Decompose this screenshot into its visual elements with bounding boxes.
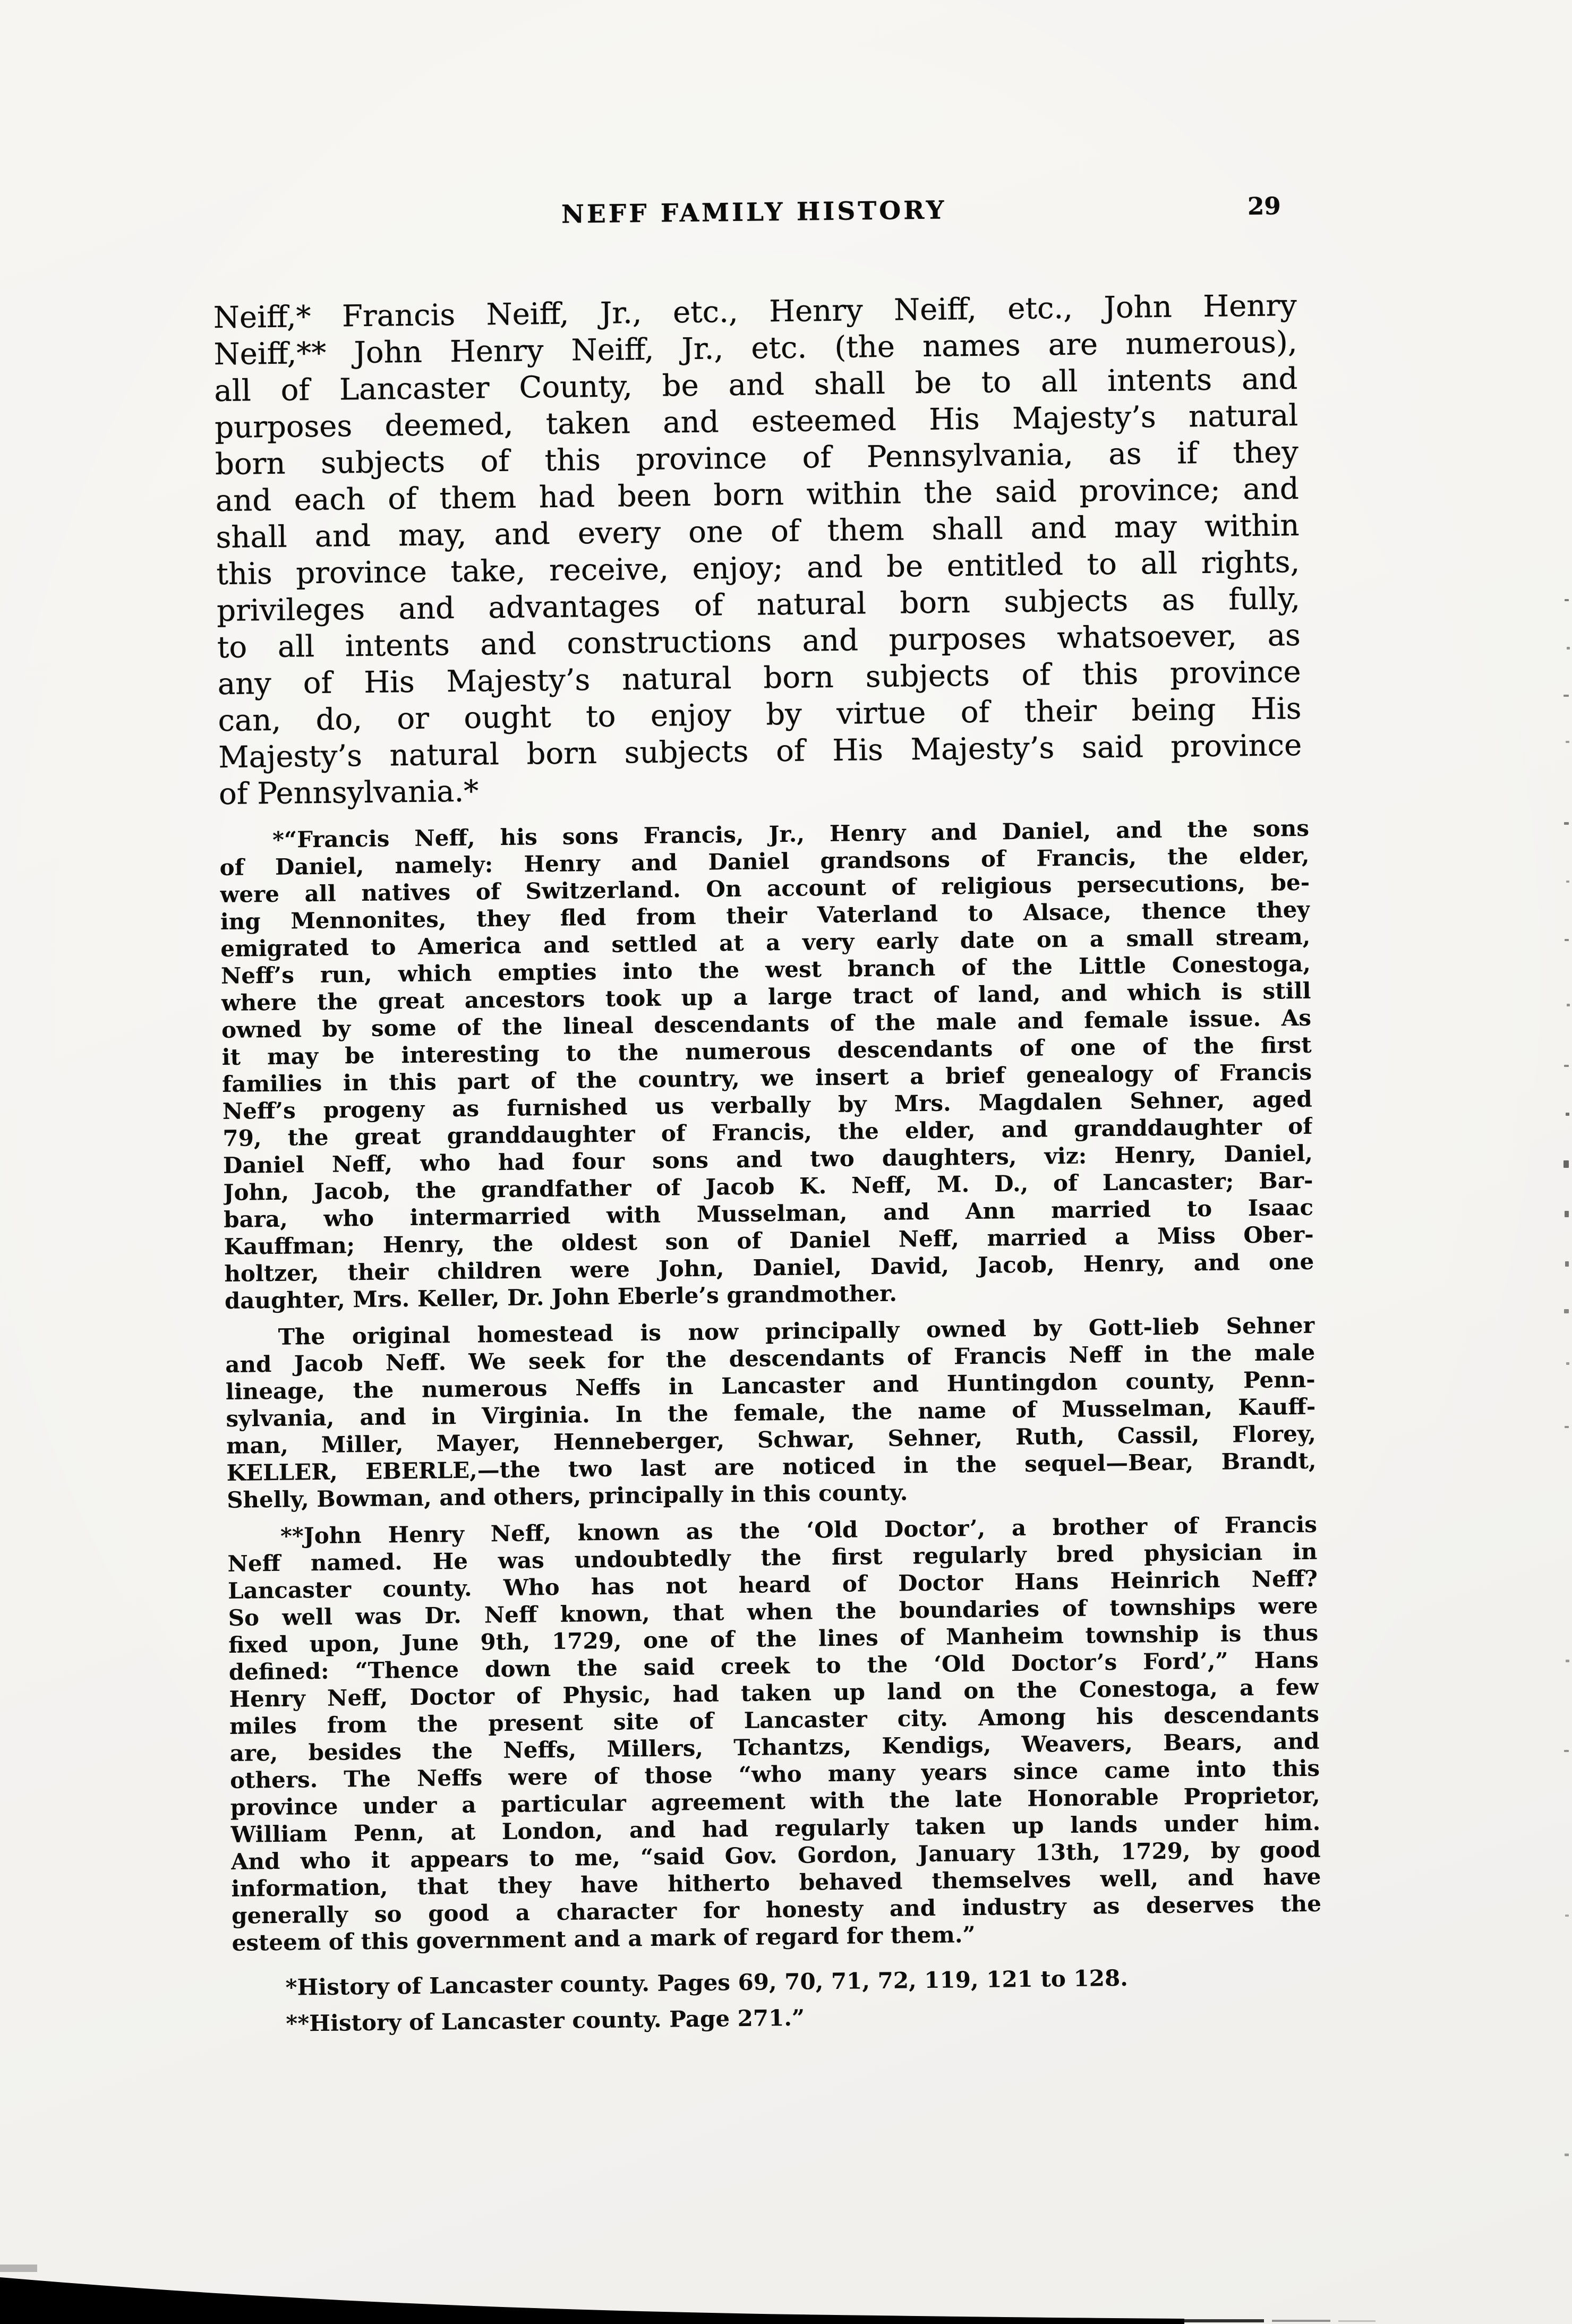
citation-line-1: *History of Lancaster county. Pages 69, 70, 71, 72, 119, 121 to 128. [285, 1964, 1129, 2001]
text-line: information, that they have hitherto behaved themselves well, and have [231, 1863, 1321, 1902]
scan-speckle [1564, 695, 1569, 697]
scan-speckle [1564, 1750, 1569, 1752]
text-line: province under a particular agreement with the late Honorable Proprietor, [230, 1782, 1320, 1821]
text-line: privileges and advantages of natural born subjects as fully, [216, 581, 1301, 629]
text-line: Neff named. He was undoubtedly the first regularly bred physician in [227, 1538, 1318, 1577]
text-line: it may be interesting to the numerous descendants of one of the first [221, 1031, 1312, 1071]
footnote-section [219, 815, 1323, 2038]
text-line: are, besides the Neffs, Millers, Tchantzs, Kendigs, Weavers, Bears, and [229, 1728, 1320, 1766]
scan-speckle [1565, 2154, 1569, 2156]
text-line: of Pennsylvania.* [218, 774, 479, 812]
text-line: others. The Neffs were of those “who many years since came into this [229, 1755, 1320, 1793]
text-line: lineage, the numerous Neffs in Lancaster and Huntingdon county, Penn- [225, 1366, 1315, 1405]
text-line: holtzer, their children were John, Daniel, David, Jacob, Henry, and one [224, 1248, 1314, 1287]
text-line: esteem of this government and a mark of regard for them.” [232, 1921, 976, 1956]
text-line: Neiff,* Francis Neiff, Jr., etc., Henry Neiff, etc., John Henry [213, 288, 1297, 336]
scan-speckle [1566, 1660, 1569, 1662]
text-line: man, Miller, Mayer, Henneberger, Schwar, Sehner, Ruth, Cassil, Florey, [226, 1420, 1317, 1459]
text-line: And who it appears to me, “said Gov. Gordon, January 13th, 1729, by good [230, 1836, 1321, 1875]
footnote-paragraph-homestead [225, 1312, 1317, 1514]
text-line: 79, the great granddaughter of Francis, the elder, and granddaughter of [223, 1113, 1313, 1152]
scan-speckle [1567, 647, 1570, 650]
text-line: and each of them had been born within the said province; and [215, 471, 1300, 519]
text-line: Neiff,** John Henry Neiff, Jr., etc. (the names are numerous), [213, 324, 1297, 372]
scan-speckle [1565, 1261, 1569, 1267]
text-line: owned by some of the lineal descendants of the male and female issue. As [221, 1004, 1312, 1044]
scan-speckle [1565, 1426, 1569, 1428]
text-line: So well was Dr. Neff known, that when the boundaries of townships were [228, 1592, 1318, 1631]
text-line: purposes deemed, taken and esteemed His Majesty’s natural [214, 398, 1298, 446]
text-line: ing Mennonites, they fled from their Vaterland to Alsace, thence they [220, 896, 1310, 935]
scan-speckle [1564, 1160, 1569, 1168]
text-line: where the great ancestors took up a large tract of land, and which is still [221, 977, 1311, 1016]
text-line: to all intents and constructions and purposes whatsoever, as [217, 618, 1301, 665]
text-line: and Jacob Neff. We seek for the descendants of Francis Neff in the male [225, 1339, 1315, 1378]
text-line: emigrated to America and settled at a very early date on a small stream, [220, 923, 1311, 962]
text-line: Neff’s run, which empties into the west branch of the Little Conestoga, [220, 950, 1311, 989]
footnote-paragraph-old-doctor [227, 1511, 1322, 1956]
text-line: shall and may, and every one of them shall and may within [216, 508, 1300, 556]
page-header [212, 192, 1296, 241]
citation-block [232, 1962, 1322, 2038]
scan-speckle [1564, 1309, 1569, 1313]
text-line: The original homestead is now principally owned by Gott-lieb Sehner [278, 1312, 1315, 1350]
scan-speckle [1566, 1362, 1569, 1365]
scan-artifact-bottom-band [0, 2250, 1572, 2324]
text-line: sylvania, and in Virginia. In the female, the name of Musselman, Kauff- [226, 1393, 1316, 1432]
text-line: families in this part of the country, we insert a brief genealogy of Francis [221, 1058, 1312, 1098]
text-line: defined: “Thence down the said creek to the ‘Old Doctor’s Ford’,” Hans [228, 1646, 1319, 1685]
text-line: any of His Majesty’s natural born subjects of this province [217, 654, 1301, 702]
text-line: fixed upon, June 9th, 1729, one of the lines of Manheim township is thus [228, 1619, 1319, 1658]
page-number: 29 [1247, 192, 1281, 221]
scan-speckle [1564, 822, 1569, 825]
main-paragraph [213, 287, 1303, 813]
text-line: **John Henry Neff, known as the ‘Old Doctor’, a brother of Francis [280, 1511, 1318, 1549]
scan-speckle [1567, 1004, 1570, 1006]
text-line: of Daniel, namely: Henry and Daniel grandsons of Francis, the elder, [219, 842, 1310, 881]
text-line: were all natives of Switzerland. On account of religious persecutions, be- [219, 869, 1310, 908]
scan-speckle [1566, 881, 1569, 883]
scan-speckle [1565, 1211, 1569, 1217]
text-line: all of Lancaster County, be and shall be to all intents and [214, 361, 1298, 409]
text-line: John, Jacob, the grandfather of Jacob K. Neff, M. D., of Lancaster; Bar- [223, 1167, 1313, 1206]
text-line: born subjects of this province of Pennsylvania, as if they [215, 434, 1299, 482]
text-line: can, do, or ought to enjoy by virtue of their being His [218, 691, 1302, 739]
text-line: this province take, receive, enjoy; and be entitled to all rights, [216, 544, 1300, 592]
scan-speckle [1565, 1915, 1569, 1917]
text-line: Henry Neff, Doctor of Physic, had taken up land on the Conestoga, a few [229, 1673, 1319, 1712]
text-line: William Penn, at London, and had regularly taken up lands under him. [230, 1809, 1321, 1848]
text-line: Neff’s progeny as furnished us verbally by Mrs. Magdalen Sehner, aged [222, 1086, 1312, 1125]
citation-line-2: **History of Lancaster county. Page 271.” [286, 2004, 805, 2037]
text-line: *“Francis Neff, his sons Francis, Jr., Henry and Daniel, and the sons [272, 815, 1310, 853]
scan-speckle [1564, 1065, 1569, 1067]
text-line: Kauffman; Henry, the oldest son of Daniel Neff, married a Miss Ober- [224, 1221, 1314, 1260]
scan-speckle [1565, 939, 1569, 941]
text-line: generally so good a character for honesty and industry as deserves the [231, 1890, 1322, 1929]
text-line: KELLER, EBERLE,—the two last are noticed in the sequel—Bear, Brandt, [226, 1447, 1317, 1486]
scan-speckle [1565, 599, 1569, 601]
scan-speckle [1566, 741, 1569, 743]
text-line: Daniel Neff, who had four sons and two daughters, viz: Henry, Daniel, [223, 1140, 1313, 1179]
text-line: daughter, Mrs. Keller, Dr. John Eberle’s grandmother. [224, 1280, 898, 1314]
text-line: miles from the present site of Lancaster city. Among his descendants [229, 1701, 1320, 1739]
text-line: Lancaster county. Who has not heard of Doctor Hans Heinrich Neff? [227, 1565, 1318, 1604]
running-title: NEFF FAMILY HISTORY [561, 195, 947, 229]
text-line: Shelly, Bowman, and others, principally in this county. [226, 1479, 908, 1513]
footnote-paragraph-genealogy [219, 815, 1314, 1314]
scan-speckle [1566, 1113, 1569, 1116]
text-line: bara, who intermarried with Musselman, and Ann married to Isaac [223, 1194, 1314, 1233]
text-line: Majesty’s natural born subjects of His Majesty’s said province [218, 728, 1302, 775]
